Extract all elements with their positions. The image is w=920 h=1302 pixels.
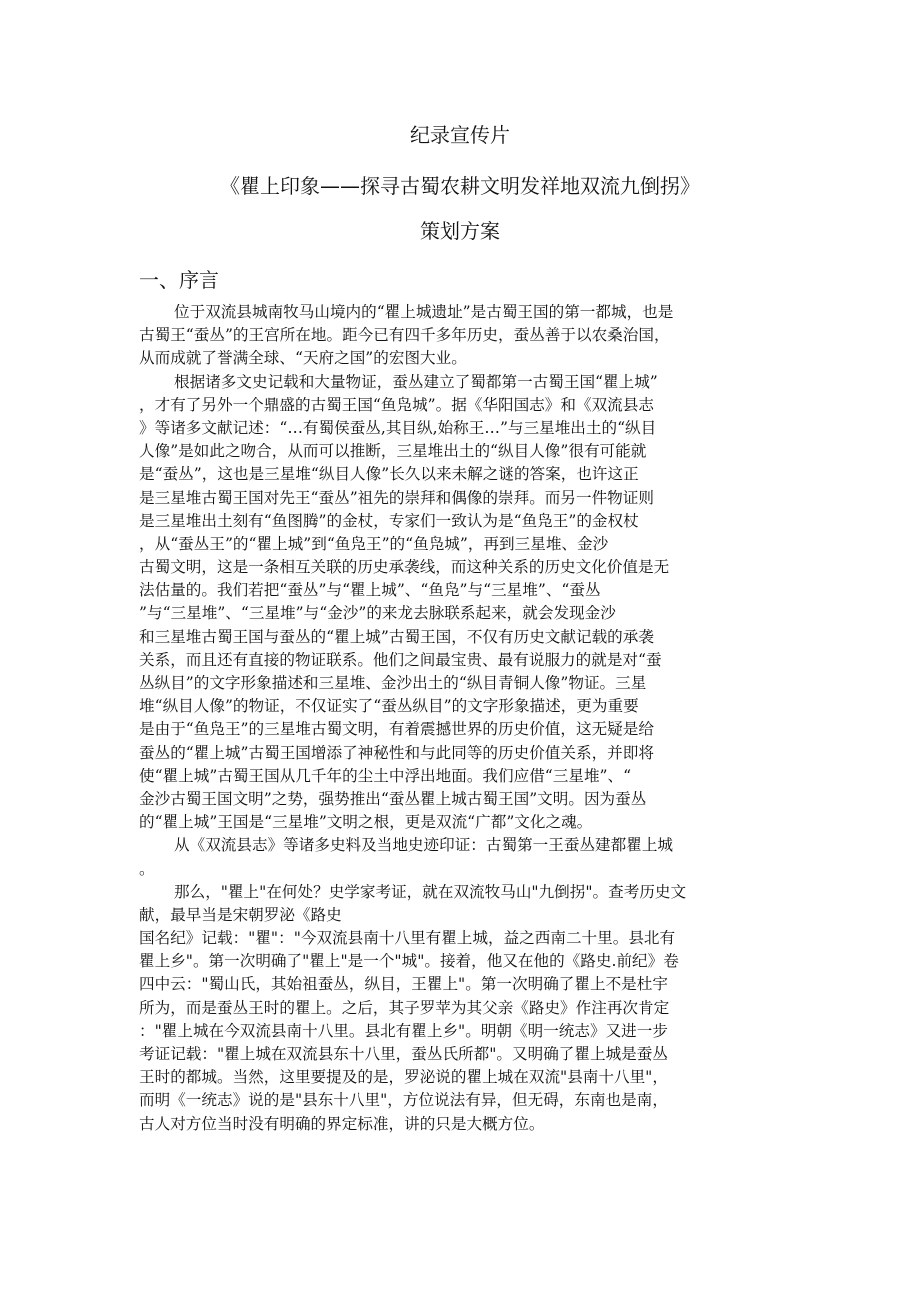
body-line: 。 (139, 859, 155, 878)
body-line: 》等诸多文献记述：“…有蜀侯蚕丛,其目纵,始称王…”与三星堆出土的“纵目 (139, 418, 657, 437)
body-line: 所为，而是蚕丛王时的瞿上。之后，其子罗苹为其父亲《路史》作注再次肯定 (139, 998, 670, 1017)
section-heading-preface: 一、序言 (139, 268, 219, 292)
body-line: 位于双流县城南牧马山境内的“瞿上城遗址”是古蜀王国的第一都城，也是 (174, 303, 674, 321)
body-line: 是由于“鱼凫王”的三星堆古蜀文明，有着震撼世界的历史价值，这无疑是给 (139, 720, 654, 739)
body-line: 王时的都城。当然，这里要提及的是，罗泌说的瞿上城在双流"县南十八里"， (139, 1068, 668, 1087)
body-line: 法估量的。我们若把“蚕丛”与“瞿上城”、“鱼凫”与“三星堆”、“蚕丛 (139, 581, 601, 600)
body-line: 人像”是如此之吻合，从而可以推断，三星堆出土的“纵目人像”很有可能就 (139, 442, 647, 461)
body-line: 而明《一统志》说的是"县东十八里"，方位说法有异，但无碍，东南也是南， (139, 1091, 668, 1110)
document-subtitle: 策划方案 (420, 219, 500, 243)
body-line: 从《双流县志》等诸多史料及当地史迹印证：古蜀第一王蚕丛建都瞿上城 (174, 836, 674, 855)
body-line: 古人对方位当时没有明确的界定标准，讲的只是大概方位。 (139, 1114, 545, 1133)
body-line: ，从“蚕丛王”的“瞿上城”到“鱼凫王”的“鱼凫城”，再到三星堆、金沙 (139, 534, 609, 553)
body-line: 国名纪》记载："瞿"："今双流县南十八里有瞿上城，益之西南二十里。县北有 (139, 929, 676, 948)
body-line: ："瞿上城在今双流县南十八里。县北有瞿上乡"。明朝《明一统志》又进一步 (139, 1021, 668, 1040)
body-line: 蚕丛的“瞿上城”古蜀王国增添了神秘性和与此同等的历史价值关系，并即将 (139, 743, 654, 762)
body-line: 古蜀文明，这是一条相互关联的历史承袭线，而这种关系的历史文化价值是无 (139, 558, 670, 577)
body-line: ”与“三星堆”、“三星堆”与“金沙”的来龙去脉联系起来，就会发现金沙 (139, 604, 616, 623)
body-line: 是“蚕丛”，这也是三星堆“纵目人像”长久以来未解之谜的答案，也许这正 (139, 465, 639, 484)
body-line: 献，最早当是宋朝罗泌《路史 (139, 905, 342, 924)
body-line: 四中云："蜀山氏，其始祖蚕丛，纵目，王瞿上"。第一次明确了瞿上不是杜宇 (139, 975, 668, 994)
body-line: 根据诸多文史记载和大量物证，蚕丛建立了蜀都第一古蜀王国“瞿上城” (174, 372, 658, 391)
body-line: 使“瞿上城”古蜀王国从几千年的尘土中浮出地面。我们应借“三星堆”、“ (139, 766, 632, 785)
body-line: 是三星堆古蜀王国对先王“蚕丛”祖先的崇拜和偶像的崇拜。而另一件物证则 (139, 488, 654, 507)
body-line: 考证记载："瞿上城在双流县东十八里，蚕丛氏所都"。又明确了瞿上城是蚕丛 (139, 1045, 668, 1063)
document-type-heading: 纪录宣传片 (410, 123, 510, 147)
body-line: 金沙古蜀王国文明”之势，强势推出“蚕丛瞿上城古蜀王国”文明。因为蚕丛 (139, 789, 647, 808)
body-line: 关系，而且还有直接的物证联系。他们之间最宝贵、最有说服力的就是对“蚕 (139, 650, 662, 669)
body-line: 堆“纵目人像”的物证，不仅证实了“蚕丛纵目”的文字形象描述，更为重要 (139, 697, 639, 716)
body-line: 是三星堆出土刻有“鱼图腾”的金杖，专家们一致认为是“鱼凫王”的金权杖 (139, 511, 639, 530)
body-line: 和三星堆古蜀王国与蚕丛的“瞿上城”古蜀王国，不仅有历史文献记载的承袭 (139, 627, 654, 646)
body-line: 那么，"瞿上"在何处？史学家考证，就在双流牧马山"九倒拐"。查考历史文 (174, 882, 687, 901)
body-line: 从而成就了誉满全球、“天府之国”的宏图大业。 (139, 349, 467, 368)
body-line: 古蜀王“蚕丛”的王宫所在地。距今已有四千多年历史，蚕丛善于以农桑治国， (139, 326, 670, 345)
body-line: ，才有了另外一个鼎盛的古蜀王国“鱼凫城”。据《华阳国志》和《双流县志 (139, 395, 654, 414)
body-line: 瞿上乡"。第一次明确了"瞿上"是一个"城"。接着，他又在他的《路史.前纪》卷 (139, 952, 679, 971)
preface-body (139, 301, 789, 1136)
document-title: 《瞿上印象——探寻古蜀农耕文明发祥地双流九倒拐》 (220, 174, 700, 198)
body-line: 的“瞿上城”王国是“三星堆”文明之根，更是双流“广都”文化之魂。 (139, 813, 593, 832)
body-line: 丛纵目”的文字形象描述和三星堆、金沙出土的“纵目青铜人像”物证。三星 (139, 674, 647, 692)
